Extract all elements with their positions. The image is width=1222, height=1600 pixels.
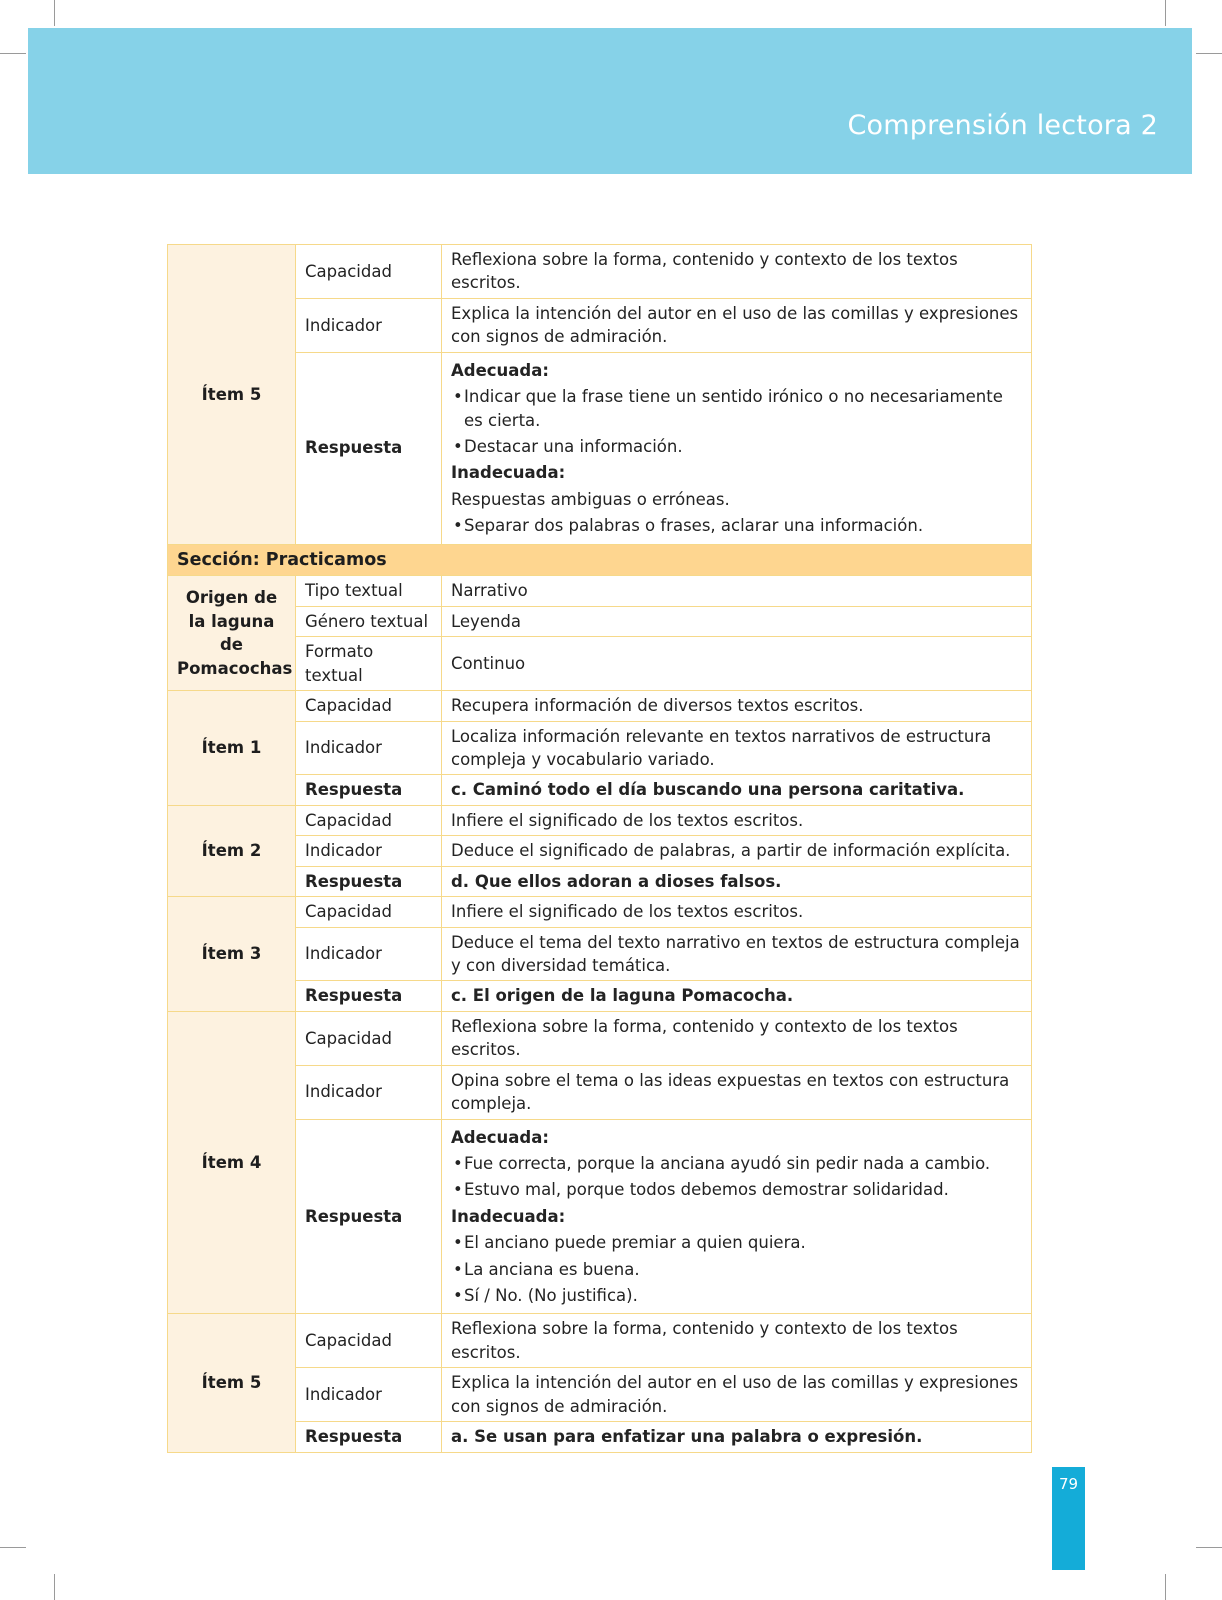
table-row: [168, 298, 1032, 352]
capacidad-value: Reflexiona sobre la forma, contenido y contexto de los textos escritos.: [442, 1314, 1032, 1368]
capacidad-value: Recupera información de diversos textos escritos.: [442, 691, 1032, 721]
row-label: Indicador: [296, 1065, 442, 1119]
indicador-value: Deduce el significado de palabras, a partir de información explícita.: [442, 836, 1032, 866]
row-label: Respuesta: [296, 981, 442, 1011]
crop-mark: [0, 1547, 26, 1548]
inadecuada-heading: Inadecuada:: [451, 463, 566, 483]
table-row: [168, 897, 1032, 927]
table-row: [168, 836, 1032, 866]
row-label: Indicador: [296, 1368, 442, 1422]
header-band: [28, 28, 1192, 174]
crop-mark: [54, 1574, 55, 1600]
crop-mark: [1165, 0, 1166, 26]
page-number: 79: [1058, 1475, 1079, 1493]
list-item: • Fue correcta, porque la anciana ayudó sin pedir nada a cambio.: [451, 1152, 1022, 1175]
list-item: • Indicar que la frase tiene un sentido irónico o no necesariamente es cierta.: [451, 385, 1022, 432]
row-label: Capacidad: [296, 805, 442, 835]
table-row: [168, 775, 1032, 805]
row-label: Capacidad: [296, 897, 442, 927]
adecuada-heading: Adecuada:: [451, 1127, 549, 1147]
table-row: [168, 1368, 1032, 1422]
item-label: Ítem 3: [168, 897, 296, 1012]
list-item: • La anciana es buena.: [451, 1258, 1022, 1281]
capacidad-value: Reflexiona sobre la forma, contenido y contexto de los textos escritos.: [442, 245, 1032, 299]
respuesta-value: d. Que ellos adoran a dioses falsos.: [442, 866, 1032, 896]
item-label: Ítem 5: [168, 245, 296, 545]
row-label: Indicador: [296, 721, 442, 775]
table-row: [168, 866, 1032, 896]
indicador-value: Deduce el tema del texto narrativo en textos de estructura compleja y con diversidad temática.: [442, 927, 1032, 981]
respuesta-value: c. El origen de la laguna Pomacocha.: [442, 981, 1032, 1011]
table-row: [168, 805, 1032, 835]
table-row: [168, 1011, 1032, 1065]
indicador-value: Opina sobre el tema o las ideas expuestas en textos con estructura compleja.: [442, 1065, 1032, 1119]
row-value: Continuo: [442, 637, 1032, 691]
list-item: • Destacar una información.: [451, 435, 1022, 458]
crop-mark: [0, 53, 26, 54]
capacidad-value: Reflexiona sobre la forma, contenido y contexto de los textos escritos.: [442, 1011, 1032, 1065]
list-item: • El anciano puede premiar a quien quiera.: [451, 1231, 1022, 1254]
section-row: [168, 544, 1032, 576]
table-row: [168, 576, 1032, 606]
table-row: [168, 721, 1032, 775]
item-label: Ítem 4: [168, 1011, 296, 1314]
inadecuada-heading: Inadecuada:: [451, 1206, 566, 1226]
table-row: [168, 245, 1032, 299]
respuesta-value: a. Se usan para enfatizar una palabra o expresión.: [442, 1422, 1032, 1452]
respuesta-value: c. Caminó todo el día buscando una persona caritativa.: [442, 775, 1032, 805]
list-item: • Sí / No. (No justifica).: [451, 1284, 1022, 1307]
text-title: Origen de la laguna de Pomacochas: [168, 576, 296, 691]
table-row: [168, 1314, 1032, 1368]
list-item: • Estuvo mal, porque todos debemos demostrar solidaridad.: [451, 1178, 1022, 1201]
table-row: [168, 691, 1032, 721]
row-value: Leyenda: [442, 606, 1032, 636]
table-row: [168, 927, 1032, 981]
row-label: Respuesta: [296, 352, 442, 544]
crop-mark: [1165, 1574, 1166, 1600]
indicador-value: Explica la intención del autor en el uso de las comillas y expresiones con signos de admiración.: [442, 298, 1032, 352]
row-label: Indicador: [296, 298, 442, 352]
inadecuada-text: Respuestas ambiguas o erróneas.: [451, 489, 730, 509]
table-row: [168, 637, 1032, 691]
table-row: [168, 606, 1032, 636]
page-number-tab: [1052, 1467, 1085, 1570]
respuesta-value: [442, 352, 1032, 544]
row-label: Respuesta: [296, 866, 442, 896]
row-label: Capacidad: [296, 1011, 442, 1065]
row-label: Capacidad: [296, 245, 442, 299]
header-title: Comprensión lectora 2: [847, 110, 1158, 141]
capacidad-value: Infiere el significado de los textos escritos.: [442, 805, 1032, 835]
capacidad-value: Infiere el significado de los textos escritos.: [442, 897, 1032, 927]
row-label: Tipo textual: [296, 576, 442, 606]
row-label: Formato textual: [296, 637, 442, 691]
crop-mark: [1196, 1547, 1222, 1548]
indicador-value: Explica la intención del autor en el uso de las comillas y expresiones con signos de admiración.: [442, 1368, 1032, 1422]
row-label: Indicador: [296, 927, 442, 981]
indicador-value: Localiza información relevante en textos narrativos de estructura compleja y vocabulario variado.: [442, 721, 1032, 775]
row-label: Respuesta: [296, 1422, 442, 1452]
row-value: Narrativo: [442, 576, 1032, 606]
evaluation-table: [167, 244, 1032, 1453]
respuesta-value: [442, 1119, 1032, 1314]
crop-mark: [1196, 53, 1222, 54]
list-item: • Separar dos palabras o frases, aclarar una información.: [451, 514, 1022, 537]
row-label: Capacidad: [296, 1314, 442, 1368]
table-row: [168, 1422, 1032, 1452]
table-row: [168, 981, 1032, 1011]
crop-mark: [54, 0, 55, 26]
item-label: Ítem 2: [168, 805, 296, 896]
section-title: Sección: Practicamos: [168, 544, 1032, 576]
row-label: Capacidad: [296, 691, 442, 721]
row-label: Respuesta: [296, 1119, 442, 1314]
table-row: [168, 352, 1032, 544]
item-label: Ítem 1: [168, 691, 296, 806]
row-label: Respuesta: [296, 775, 442, 805]
adecuada-heading: Adecuada:: [451, 360, 549, 380]
row-label: Indicador: [296, 836, 442, 866]
table-row: [168, 1065, 1032, 1119]
item-label: Ítem 5: [168, 1314, 296, 1452]
row-label: Género textual: [296, 606, 442, 636]
table-row: [168, 1119, 1032, 1314]
